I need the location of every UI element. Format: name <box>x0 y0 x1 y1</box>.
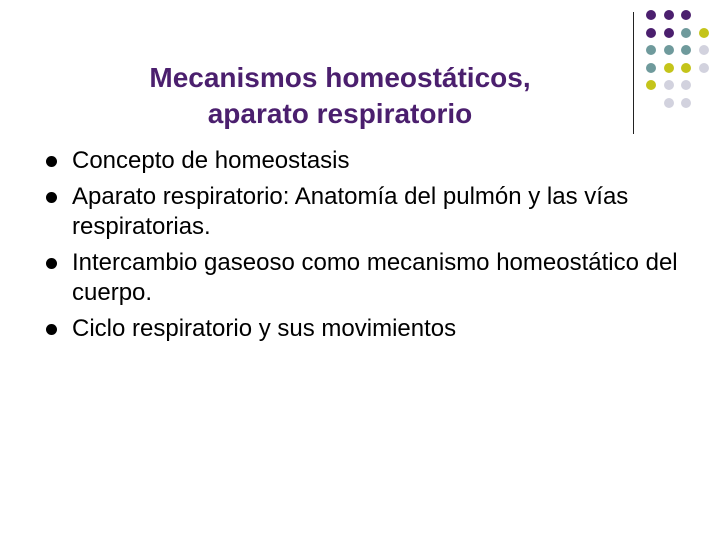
decorative-dot <box>664 10 674 20</box>
decorative-dot <box>664 80 674 90</box>
bullet-dot-icon <box>46 258 57 269</box>
decorative-dot <box>646 45 656 55</box>
decorative-dot <box>664 63 674 73</box>
bullet-item <box>44 248 684 308</box>
bullet-list <box>44 146 684 350</box>
decorative-dot <box>681 45 691 55</box>
decorative-dot <box>681 80 691 90</box>
decorative-dot <box>681 98 691 108</box>
bullet-text: Concepto de homeostasis <box>72 147 350 174</box>
bullet-text: Intercambio gaseoso como mecanismo homeostático del cuerpo. <box>72 249 678 306</box>
bullet-dot-icon <box>46 156 57 167</box>
title-line-2: aparato respiratorio <box>207 98 473 129</box>
bullet-text: Ciclo respiratorio y sus movimientos <box>72 315 457 342</box>
decorative-divider <box>633 12 634 134</box>
decorative-dot <box>664 98 674 108</box>
decorative-dot <box>664 45 674 55</box>
decorative-dot <box>646 28 656 38</box>
decorative-dot <box>681 63 691 73</box>
decorative-dot-grid <box>646 10 726 120</box>
decorative-dot <box>699 63 709 73</box>
decorative-dot <box>646 63 656 73</box>
decorative-dot <box>699 28 709 38</box>
decorative-dot <box>646 10 656 20</box>
decorative-dot <box>664 28 674 38</box>
decorative-dot <box>681 10 691 20</box>
bullet-item <box>44 182 684 242</box>
decorative-dot <box>699 45 709 55</box>
slide-title <box>60 60 620 132</box>
bullet-item <box>44 146 684 176</box>
decorative-dot <box>646 80 656 90</box>
decorative-dot <box>681 28 691 38</box>
bullet-dot-icon <box>46 192 57 203</box>
bullet-item <box>44 314 684 344</box>
bullet-dot-icon <box>46 324 57 335</box>
bullet-text: Aparato respiratorio: Anatomía del pulmón y las vías respiratorias. <box>72 183 629 240</box>
title-line-1: Mecanismos homeostáticos, <box>149 62 531 93</box>
